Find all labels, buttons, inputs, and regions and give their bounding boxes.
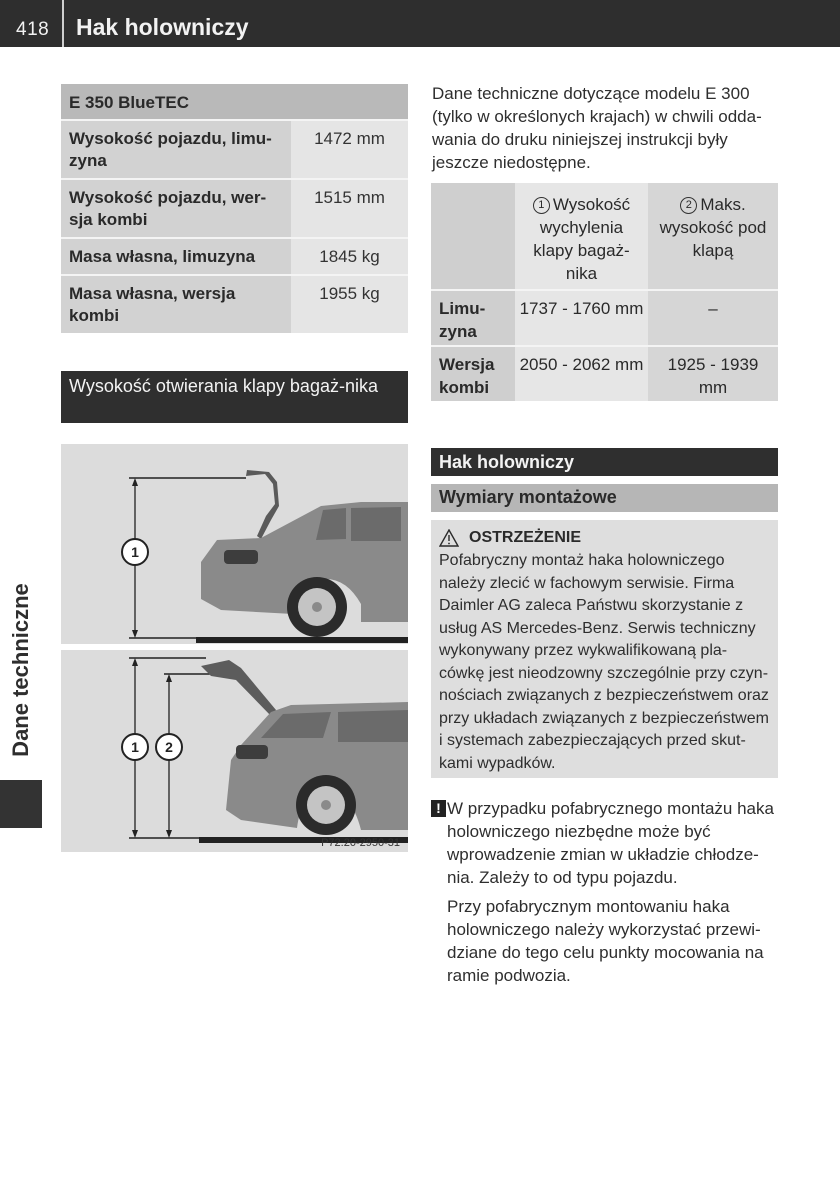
spec-label: Masa własna, limuzyna (61, 239, 291, 274)
row-label: Limu-zyna (431, 291, 515, 345)
row-label: Wersja kombi (431, 347, 515, 401)
spec-value: 1472 mm (291, 121, 408, 178)
header-label: Maks. wysokość pod klapą (659, 195, 767, 260)
cell-value: 1925 - 1939 mm (648, 347, 778, 401)
warning-box (431, 520, 778, 778)
estate-illustration (61, 650, 408, 852)
sedan-tailgate-figure (61, 444, 408, 644)
table-header-row (431, 183, 778, 289)
table-row (431, 345, 778, 401)
spec-value: 1845 kg (291, 239, 408, 274)
warning-title: OSTRZEŻENIE (469, 529, 582, 546)
spec-label: Wysokość pojazdu, wer-sja kombi (61, 180, 291, 237)
spec-value: 1955 kg (291, 276, 408, 333)
page-title: Hak holowniczy (76, 14, 249, 40)
table-row (61, 274, 408, 333)
note-paragraph-1: W przypadku pofabrycznego montażu haka holowniczego niezbędne może być wprowadzenie zmian w układzie chłodze-nia. Zależy to od typu pojazdu. (447, 799, 774, 887)
spec-value: 1515 mm (291, 180, 408, 237)
warning-body: Pofabryczny montaż haka holowniczego należy zlecić w fachowym serwisie. Firma Daimler AG zaleca Państwu skorzystanie z usług AS Mercedes-Benz. Serwis techniczny wykonywany przez wykwalifikowaną pla-cówkę jest nieodzowny szczególnie przy czyn-nościach związanych z bezpieczeństwem oraz przy układach związanych z bezpieczeństwem i systemach zabezpieczających przed skut-kami wypadków. (439, 552, 769, 772)
table-row (61, 119, 408, 178)
tailgate-height-table (431, 183, 778, 401)
header-divider (62, 0, 64, 47)
marker-1-icon: 1 (533, 197, 550, 214)
header-tilt-height (515, 183, 648, 289)
chapter-side-tab[interactable] (0, 570, 42, 770)
header-max-height (648, 183, 778, 289)
section-heading-tailgate-height: Wysokość otwierania klapy bagaż-nika (61, 371, 408, 423)
marker-2-icon: 2 (680, 197, 697, 214)
spec-label: Wysokość pojazdu, limu-zyna (61, 121, 291, 178)
spec-table (61, 84, 408, 333)
warning-triangle-icon (439, 529, 459, 547)
table-row (61, 237, 408, 274)
note-paragraph-2: Przy pofabrycznym montowaniu haka holowniczego należy wykorzystać przewi-dziane do tego celu punkty mocowania na ramie podwozia. (447, 897, 764, 985)
svg-text:2: 2 (165, 739, 173, 755)
warning-title-row (439, 526, 770, 550)
table-row (61, 178, 408, 237)
header-empty-cell (431, 183, 515, 289)
spec-label: Masa własna, wersja kombi (61, 276, 291, 333)
chapter-side-tab-label: Dane techniczne (8, 583, 33, 757)
cell-value: – (648, 291, 778, 345)
page-number: 418 (16, 19, 50, 40)
figure-code: P72.20-2950-31 (321, 837, 400, 849)
intro-paragraph: Dane techniczne dotyczące modelu E 300 (tylko w określonych krajach) w chwili odda-wania do druku niniejszej instrukcji były jeszcze niedostępne. (432, 84, 762, 172)
table-row (431, 289, 778, 345)
sedan-illustration (61, 444, 408, 644)
estate-tailgate-figure (61, 650, 408, 852)
page-header (0, 0, 840, 47)
note-block (431, 797, 781, 987)
svg-text:1: 1 (131, 739, 139, 755)
exclamation-icon: ! (431, 800, 446, 817)
header-label: Wysokość wychylenia klapy bagaż-nika (533, 195, 631, 283)
subsection-heading-mounting-dimensions: Wymiary montażowe (431, 484, 778, 512)
svg-text:1: 1 (131, 544, 139, 560)
section-heading-tow-hitch: Hak holowniczy (431, 448, 778, 476)
chapter-marker-block (0, 780, 42, 828)
cell-value: 2050 - 2062 mm (515, 347, 648, 401)
spec-table-caption: E 350 BlueTEC (61, 84, 408, 119)
cell-value: 1737 - 1760 mm (515, 291, 648, 345)
